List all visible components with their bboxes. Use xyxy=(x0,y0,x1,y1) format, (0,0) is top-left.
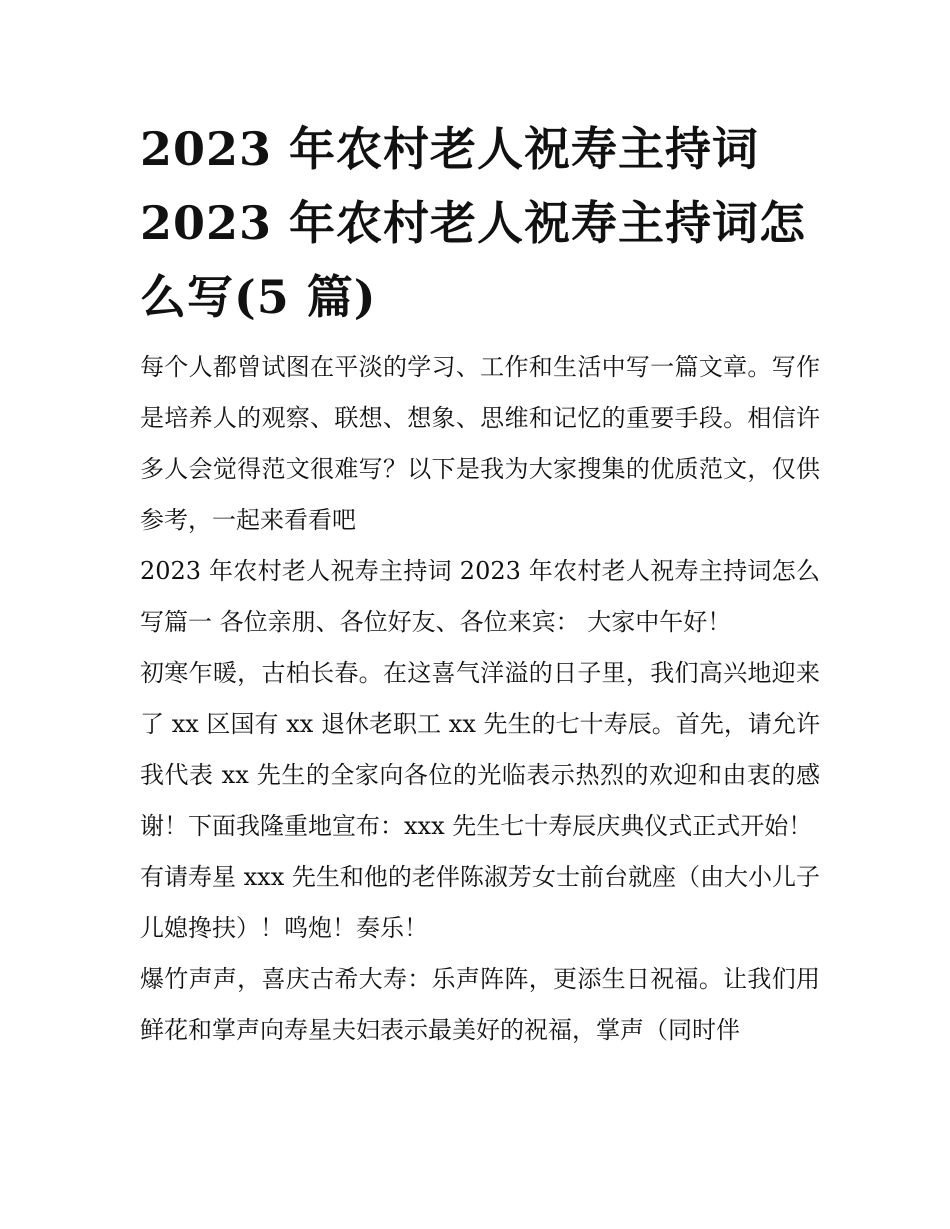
title-line-1-text: 2023 年农村老人祝寿主持词 xyxy=(140,122,760,176)
greeting-paragraph: 2023 年农村老人祝寿主持词 2023 年农村老人祝寿主持词怎么写篇一 各位亲朋、各位好友、各位来宾： 大家中午好！ xyxy=(140,557,820,636)
document-title xyxy=(140,112,820,334)
intro-paragraph: 每个人都曾试图在平淡的学习、工作和生活中写一篇文章。写作是培养人的观察、联想、想象、思维和记忆的重要手段。相信许多人会觉得范文很难写？以下是我为大家搜集的优质范文，仅供参考，一起来看看吧 xyxy=(140,353,820,534)
opening-paragraph: 初寒乍暖，古柏长春。在这喜气洋溢的日子里，我们高兴地迎来了 xx 区国有 xx 退休老职工 xx 先生的七十寿辰。首先，请允许我代表 xx 先生的全家向各位的光临表示热烈的欢迎和由衷的感谢！下面我隆重地宣布：xxx 先生七十寿辰庆典仪式正式开始！ xyxy=(140,659,820,840)
title-line-1 xyxy=(140,112,820,186)
title-line-2-text: 2023 年农村老人祝寿主持词怎 xyxy=(140,196,807,250)
title-line-3 xyxy=(140,260,820,334)
title-line-3-text: 么写(5 篇) xyxy=(140,270,377,324)
seating-paragraph: 有请寿星 xxx 先生和他的老伴陈淑芳女士前台就座（由大小儿子儿媳搀扶）！鸣炮！奏乐！ xyxy=(140,863,820,942)
blessing-paragraph: 爆竹声声，喜庆古希大寿：乐声阵阵，更添生日祝福。让我们用鲜花和掌声向寿星夫妇表示最美好的祝福，掌声（同时伴 xyxy=(140,965,820,1044)
title-line-2 xyxy=(140,186,820,260)
document-content xyxy=(140,112,820,1056)
